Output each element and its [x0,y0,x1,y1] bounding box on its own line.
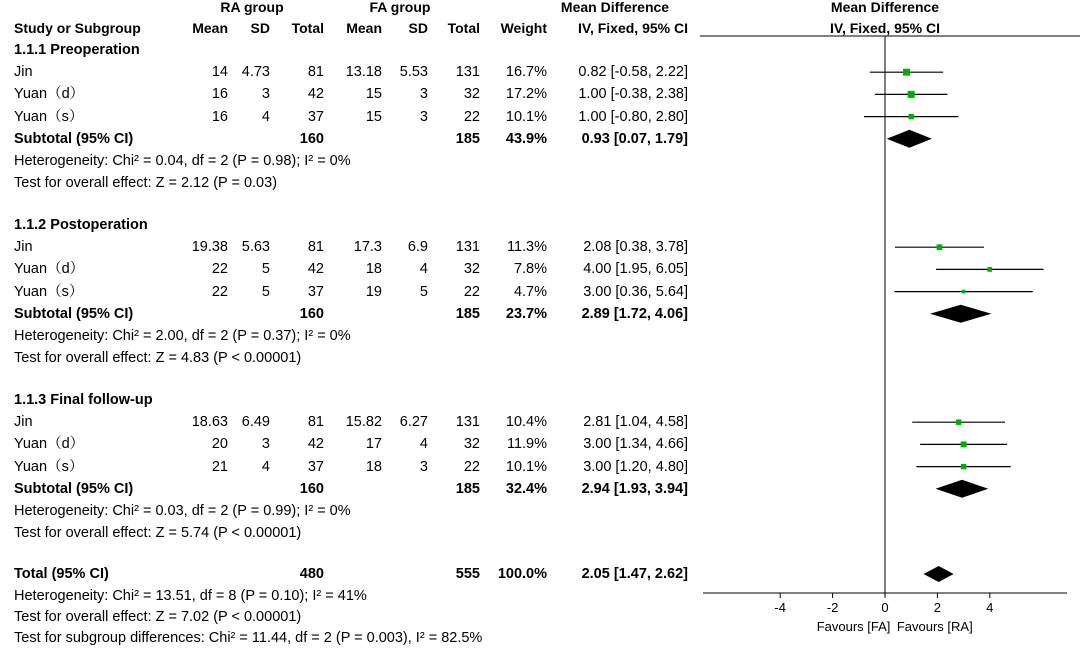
column-header: Total [447,20,480,36]
total-weight: 100.0% [497,566,547,582]
study-sd1: 3 [261,436,270,453]
study-ci: 3.00 [1.20, 4.80] [583,458,688,475]
forest-plot [700,0,1080,647]
overall-effect-text: Test for overall effect: Z = 4.83 (P < 0.00001) [14,350,302,367]
study-weight: 7.8% [513,261,547,278]
subtotal-ci: 2.94 [1.93, 3.94] [581,480,688,497]
column-header: SD [250,20,270,36]
study-sd2: 3 [419,458,428,475]
study-n1: 81 [307,239,324,256]
subtotal-weight: 43.9% [505,130,547,147]
study-sd2: 5.53 [399,64,428,81]
effect-square [908,114,913,119]
study-m1: 19.38 [191,239,228,256]
study-m2: 15 [365,86,382,103]
subtotal-label: Subtotal (95% CI) [14,130,134,147]
study-m2: 15 [365,108,382,125]
study-sd2: 3 [419,108,428,125]
study-m1: 20 [211,436,228,453]
total-overall-effect-text: Test for overall effect: Z = 7.02 (P < 0.00001) [14,609,302,625]
study-weight: 17.2% [505,86,547,103]
study-n2: 22 [463,108,480,125]
study-m2: 19 [365,283,382,300]
total-n1: 480 [299,566,324,582]
study-sd2: 3 [419,86,428,103]
md-subheader: IV, Fixed, 95% CI [578,20,688,36]
study-n1: 81 [307,64,324,81]
total-heterogeneity-text: Heterogeneity: Chi² = 13.51, df = 8 (P = 0.10); I² = 41% [14,588,367,604]
study-n1: 42 [307,86,324,103]
study-m1: 18.63 [191,414,228,431]
study-m1: 22 [211,283,228,300]
study-m1: 22 [211,261,228,278]
study-weight: 10.4% [505,414,547,431]
study-sd1: 5 [261,261,270,278]
study-name: Jin [14,64,33,81]
favours-fa-label: Favours [FA] [816,619,891,634]
study-sd1: 4.73 [241,64,270,81]
study-name: Yuan（d） [14,436,85,453]
study-m1: 16 [211,108,228,125]
study-n2: 32 [463,261,480,278]
study-ci: 1.00 [-0.80, 2.80] [578,108,688,125]
subgroup-title: 1.1.2 Postoperation [14,217,148,233]
study-n1: 37 [307,108,324,125]
study-weight: 10.1% [505,108,547,125]
study-name: Yuan（d） [14,261,85,278]
summary-diamond [936,480,989,498]
column-header: Mean [192,20,228,36]
subtotal-label: Subtotal (95% CI) [14,305,134,322]
study-sd2: 6.27 [399,414,428,431]
study-name: Jin [14,239,33,256]
study-m2: 18 [365,458,382,475]
summary-diamond [924,566,954,582]
study-name: Jin [14,414,33,431]
heterogeneity-text: Heterogeneity: Chi² = 0.03, df = 2 (P = 0.99); I² = 0% [14,503,351,519]
fa-group-header: FA group [369,0,431,15]
study-ci: 3.00 [0.36, 5.64] [583,283,688,300]
study-n2: 22 [463,458,480,475]
study-weight: 11.9% [506,436,547,453]
column-header: SD [408,20,428,36]
study-n2: 32 [463,436,480,453]
subtotal-n1: 160 [299,305,324,322]
study-m1: 14 [211,64,228,81]
study-ci: 0.82 [-0.58, 2.22] [578,64,688,81]
study-sd1: 6.49 [241,414,270,431]
column-header: Mean [346,20,382,36]
study-m2: 17 [365,436,382,453]
study-weight: 11.3% [506,239,547,256]
effect-square [937,244,943,250]
summary-diamond [887,130,932,148]
subtotal-ci: 2.89 [1.72, 4.06] [581,305,688,322]
study-sd1: 5.63 [241,239,270,256]
study-ci: 2.08 [0.38, 3.78] [583,239,688,256]
study-name: Yuan（s） [14,283,84,300]
subtotal-n2: 185 [455,480,480,497]
effect-square [956,419,961,424]
md-header: Mean Difference [560,0,670,15]
study-ci: 3.00 [1.34, 4.66] [583,436,688,453]
summary-diamond [930,305,991,323]
study-weight: 4.7% [513,283,547,300]
study-weight: 16.7% [505,64,547,81]
study-n1: 37 [307,458,324,475]
overall-effect-text: Test for overall effect: Z = 2.12 (P = 0.03) [14,175,278,192]
study-n1: 42 [307,436,324,453]
subtotal-label: Subtotal (95% CI) [14,480,134,497]
subtotal-weight: 23.7% [505,305,547,322]
column-header: Total [291,20,324,36]
study-sd1: 5 [261,283,270,300]
study-n2: 131 [455,239,480,256]
x-tick-label: 4 [986,600,994,615]
study-ci: 1.00 [-0.38, 2.38] [578,86,688,103]
study-sd2: 6.9 [407,239,428,256]
effect-square [908,91,915,98]
study-m2: 15.82 [345,414,382,431]
subtotal-n2: 185 [455,305,480,322]
x-tick-label: -4 [774,600,786,615]
total-ci: 2.05 [1.47, 2.62] [581,566,688,582]
subgroup-title: 1.1.1 Preoperation [14,42,140,58]
heterogeneity-text: Heterogeneity: Chi² = 0.04, df = 2 (P = 0.98); I² = 0% [14,153,351,169]
heterogeneity-text: Heterogeneity: Chi² = 2.00, df = 2 (P = 0.37); I² = 0% [14,328,351,344]
effect-square [903,69,910,76]
subtotal-n2: 185 [455,130,480,147]
study-name: Yuan（d） [14,86,85,103]
study-m1: 16 [211,86,228,103]
study-m1: 21 [211,458,228,475]
study-n1: 37 [307,283,324,300]
study-n1: 81 [307,414,324,431]
study-sd1: 4 [261,458,270,475]
subtotal-ci: 0.93 [0.07, 1.79] [581,130,688,147]
ra-group-header: RA group [220,0,284,15]
x-tick-label: -2 [826,600,839,615]
subgroup-title: 1.1.3 Final follow-up [14,392,153,408]
study-sd2: 4 [419,261,428,278]
study-n1: 42 [307,261,324,278]
study-sd2: 4 [419,436,428,453]
subtotal-weight: 32.4% [505,480,547,497]
study-n2: 131 [455,414,480,431]
study-sd2: 5 [419,283,428,300]
plot-subtitle: IV, Fixed, 95% CI [830,20,940,36]
study-name: Yuan（s） [14,458,84,475]
study-n2: 22 [463,283,480,300]
study-weight: 10.1% [505,458,547,475]
study-m2: 13.18 [345,64,382,81]
effect-square [962,290,966,294]
study-ci: 4.00 [1.95, 6.05] [583,261,688,278]
plot-title: Mean Difference [830,0,940,15]
x-tick-label: 2 [933,600,942,615]
study-m2: 17.3 [353,239,382,256]
favours-ra-label: Favours [RA] [896,619,973,634]
overall-effect-text: Test for overall effect: Z = 5.74 (P < 0.00001) [14,525,302,542]
study-n2: 131 [455,64,480,81]
study-name: Yuan（s） [14,108,84,125]
study-sd1: 4 [261,108,270,125]
subtotal-n1: 160 [299,130,324,147]
study-n2: 32 [463,86,480,103]
effect-square [961,441,967,447]
column-header: Study or Subgroup [14,20,141,36]
effect-square [961,464,966,469]
effect-square [987,267,992,272]
subgroup-differences-text: Test for subgroup differences: Chi² = 11.44, df = 2 (P = 0.003), I² = 82.5% [14,630,483,646]
total-label: Total (95% CI) [14,566,109,582]
column-header: Weight [500,20,547,36]
total-n2: 555 [455,566,480,582]
x-tick-label: 0 [881,600,889,615]
subtotal-n1: 160 [299,480,324,497]
forest-plot-svg [700,0,1080,647]
study-sd1: 3 [261,86,270,103]
study-ci: 2.81 [1.04, 4.58] [583,414,688,431]
study-m2: 18 [365,261,382,278]
